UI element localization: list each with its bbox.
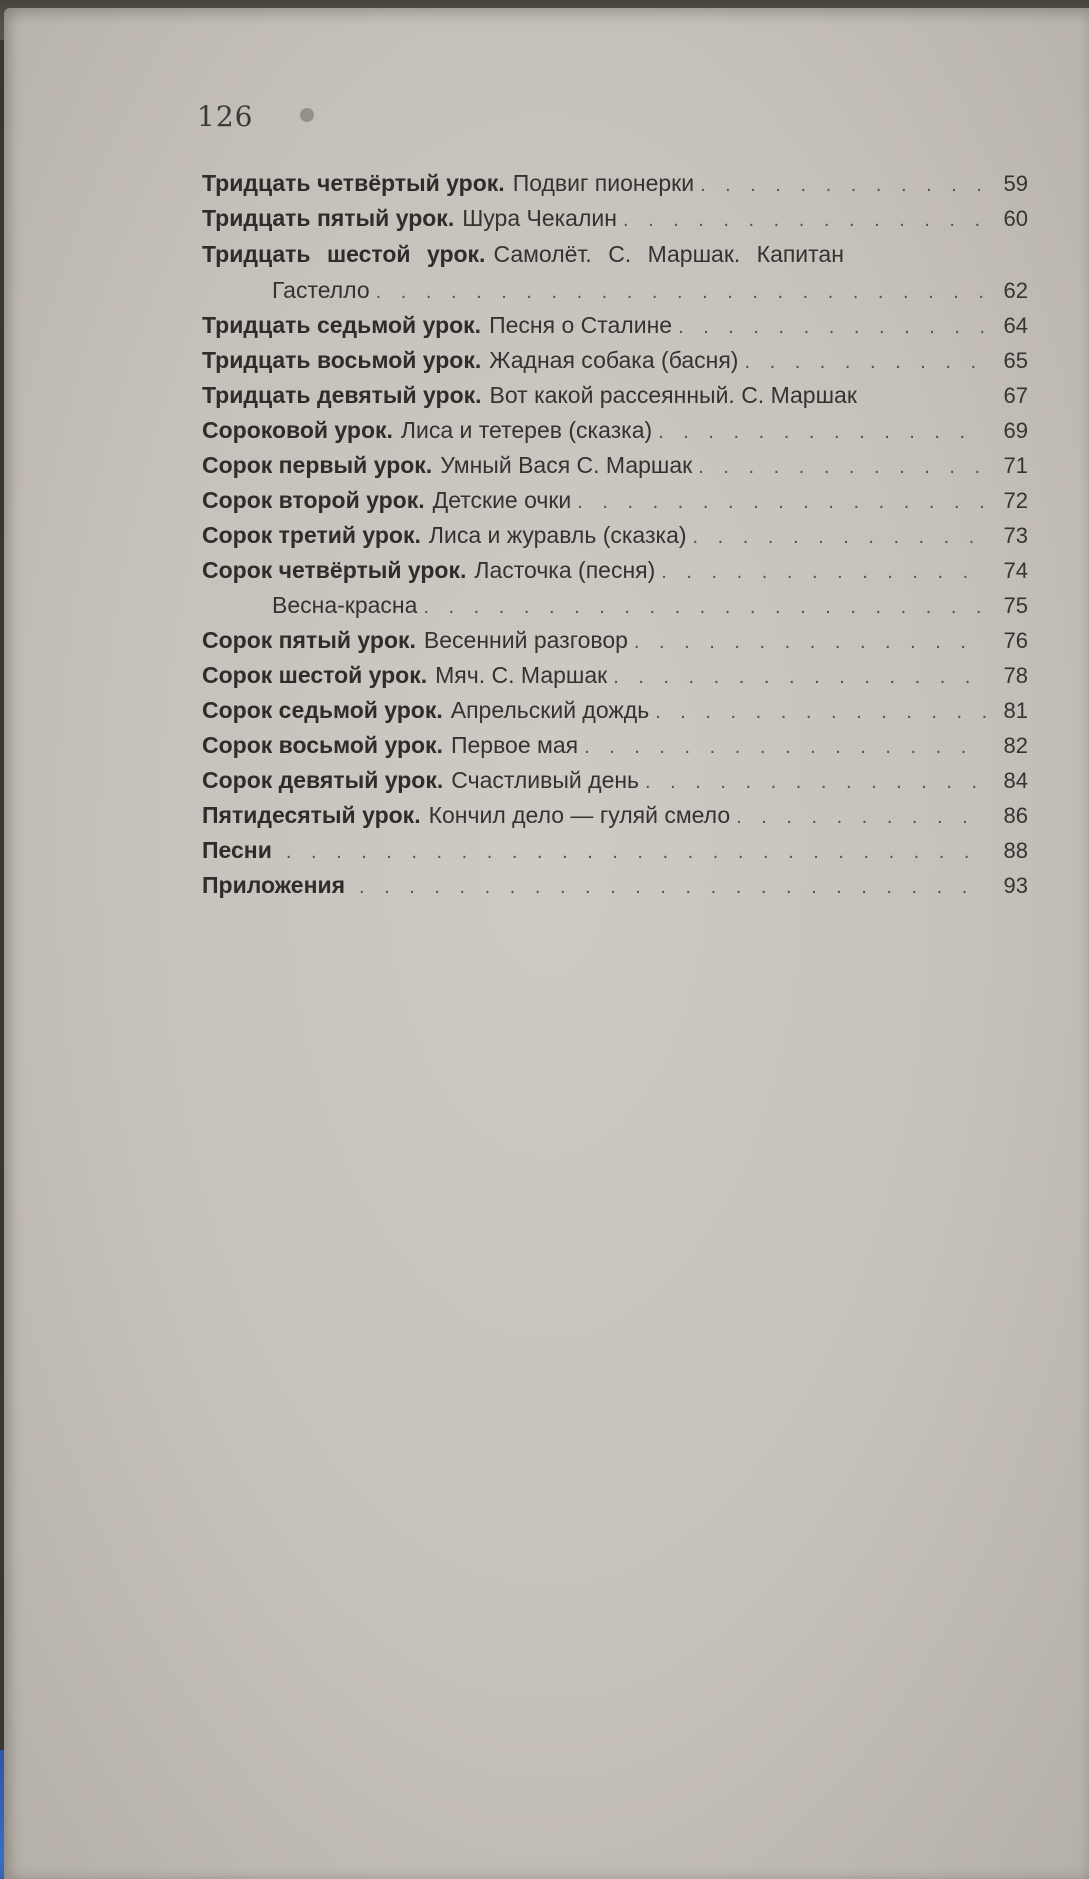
lesson-label: Тридцать пятый урок. bbox=[202, 205, 455, 231]
dot-leader bbox=[613, 660, 986, 694]
entry-page-number: 64 bbox=[1003, 313, 1028, 338]
entry-title: Умный Вася С. Маршак bbox=[440, 452, 693, 478]
lesson-label: Тридцать четвёртый урок. bbox=[202, 170, 505, 196]
dot-leader bbox=[700, 168, 986, 202]
dot-leader bbox=[698, 450, 986, 484]
entry-page-number: 78 bbox=[1003, 663, 1028, 688]
dot-leader bbox=[661, 555, 986, 589]
toc-entry-40 bbox=[202, 413, 1028, 447]
lesson-label: Сороковой урок. bbox=[202, 417, 393, 443]
entry-title: Ласточка (песня) bbox=[474, 557, 656, 583]
toc-entry-36-cont bbox=[272, 273, 1028, 307]
entry-title: Шура Чекалин bbox=[462, 205, 617, 231]
lesson-label: Сорок первый урок. bbox=[202, 452, 433, 478]
toc-entry-songs bbox=[202, 833, 1028, 867]
toc-entry-44 bbox=[202, 553, 1028, 587]
entry-title: Гастелло bbox=[272, 277, 370, 303]
entry-title: Апрельский дождь bbox=[450, 697, 650, 723]
entry-title: Весна-красна bbox=[272, 592, 418, 618]
entry-title: Кончил дело — гуляй смело bbox=[428, 802, 731, 828]
dot-leader bbox=[376, 275, 986, 309]
lesson-label: Сорок третий урок. bbox=[202, 522, 421, 548]
toc-entry-36 bbox=[202, 237, 1028, 271]
entry-page-number: 75 bbox=[1003, 593, 1028, 618]
entry-title: Весенний разговор bbox=[423, 627, 628, 653]
toc-entry-35 bbox=[202, 201, 1028, 235]
dot-leader bbox=[678, 310, 986, 344]
entry-page-number: 62 bbox=[1003, 278, 1028, 303]
entry-page-number: 74 bbox=[1003, 558, 1028, 583]
dot-leader bbox=[655, 695, 986, 729]
dot-leader bbox=[577, 485, 986, 519]
lesson-label: Тридцать седьмой урок. bbox=[202, 312, 482, 338]
lesson-label: Тридцать шестой урок. bbox=[202, 241, 486, 267]
dot-leader bbox=[658, 415, 986, 449]
entry-page-number: 59 bbox=[1003, 171, 1028, 196]
dot-leader bbox=[744, 345, 986, 379]
entry-title: Детские очки bbox=[432, 487, 572, 513]
dot-leader bbox=[359, 870, 986, 904]
toc-entry-45 bbox=[202, 623, 1028, 657]
lesson-label: Пятидесятый урок. bbox=[202, 802, 421, 828]
lesson-label: Сорок шестой урок. bbox=[202, 662, 428, 688]
dot-leader bbox=[634, 625, 986, 659]
lesson-label: Сорок пятый урок. bbox=[202, 627, 416, 653]
lesson-label: Тридцать восьмой урок. bbox=[202, 347, 482, 373]
entry-title: Счастливый день bbox=[451, 767, 640, 793]
toc-entry-41 bbox=[202, 448, 1028, 482]
entry-page-number: 65 bbox=[1003, 348, 1028, 373]
entry-page-number: 72 bbox=[1003, 488, 1028, 513]
entry-page-number: 84 bbox=[1003, 768, 1028, 793]
dot-leader bbox=[693, 520, 986, 554]
lesson-label: Тридцать девятый урок. bbox=[202, 382, 482, 408]
entry-page-number: 88 bbox=[1003, 838, 1028, 863]
toc-entry-50 bbox=[202, 798, 1028, 832]
entry-title: Жадная собака (басня) bbox=[489, 347, 739, 373]
lesson-label: Песни bbox=[202, 837, 272, 863]
entry-page-number: 73 bbox=[1003, 523, 1028, 548]
page-number: 126 bbox=[197, 100, 254, 133]
entry-title: Лиса и тетерев (сказка) bbox=[400, 417, 653, 443]
toc-entry-46 bbox=[202, 658, 1028, 692]
entry-page-number: 76 bbox=[1003, 628, 1028, 653]
entry-title: Первое мая bbox=[450, 732, 579, 758]
entry-page-number: 81 bbox=[1003, 698, 1028, 723]
entry-page-number: 93 bbox=[1003, 873, 1028, 898]
entry-title: Мяч. С. Маршак bbox=[435, 662, 608, 688]
lesson-label: Приложения bbox=[202, 872, 346, 898]
lesson-label: Сорок седьмой урок. bbox=[202, 697, 443, 723]
lesson-label: Сорок девятый урок. bbox=[202, 767, 444, 793]
lesson-label: Сорок второй урок. bbox=[202, 487, 425, 513]
entry-page-number: 67 bbox=[1003, 383, 1028, 408]
toc-entry-49 bbox=[202, 763, 1028, 797]
lesson-label: Сорок восьмой урок. bbox=[202, 732, 443, 758]
entry-page-number: 69 bbox=[1003, 418, 1028, 443]
entry-page-number: 71 bbox=[1003, 453, 1028, 478]
toc-entry-37 bbox=[202, 308, 1028, 342]
entry-title: Лиса и журавль (сказка) bbox=[428, 522, 687, 548]
entry-title: Самолёт. С. Маршак. Капитан bbox=[493, 241, 844, 267]
toc-entry-42 bbox=[202, 483, 1028, 517]
entry-title: Подвиг пионерки bbox=[512, 170, 695, 196]
dot-leader bbox=[736, 800, 986, 834]
toc-entry-38 bbox=[202, 343, 1028, 377]
toc-entry-44-cont bbox=[272, 588, 1028, 622]
toc-entry-48 bbox=[202, 728, 1028, 762]
toc-entry-43 bbox=[202, 518, 1028, 552]
dot-leader bbox=[645, 765, 986, 799]
toc-entry-appendix bbox=[202, 868, 1028, 902]
lesson-label: Сорок четвёртый урок. bbox=[202, 557, 467, 583]
toc-entry-39 bbox=[202, 378, 1028, 412]
dot-leader bbox=[423, 590, 986, 624]
dot-leader bbox=[286, 835, 986, 869]
entry-page-number: 86 bbox=[1003, 803, 1028, 828]
entry-page-number: 82 bbox=[1003, 733, 1028, 758]
dot-leader bbox=[584, 730, 986, 764]
entry-page-number: 60 bbox=[1003, 206, 1028, 231]
entry-title: Песня о Сталине bbox=[489, 312, 673, 338]
dot-leader bbox=[623, 203, 986, 237]
entry-title: Вот какой рассеянный. С. Маршак bbox=[489, 382, 857, 408]
toc-entry-34 bbox=[202, 166, 1028, 200]
toc-entry-47 bbox=[202, 693, 1028, 727]
